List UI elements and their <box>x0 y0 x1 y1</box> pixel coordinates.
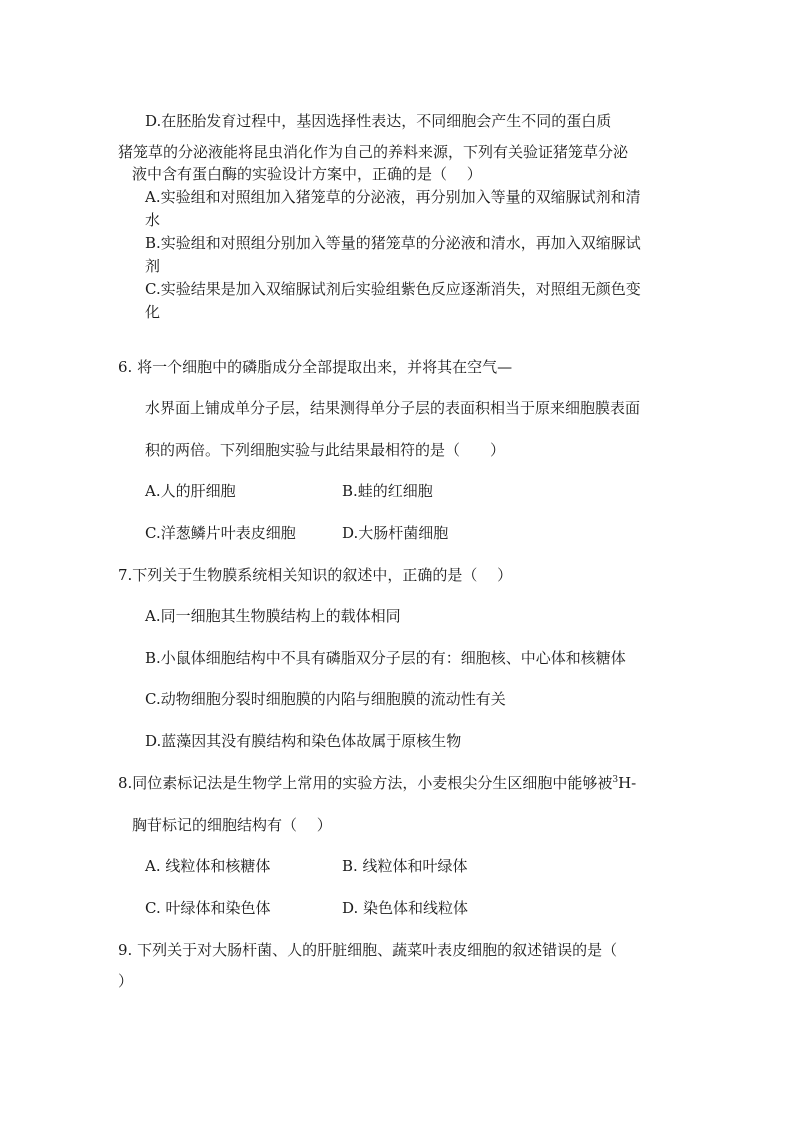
q6-options-row2 <box>145 523 449 543</box>
q5-stem-line1: 猪笼草的分泌液能将昆虫消化作为自己的养料来源，下列有关验证猪笼草分泌 <box>118 143 629 161</box>
q5-option-a-line2: 水 <box>145 211 161 229</box>
q6-stem-line3: 积的两倍。下列细胞实验与此结果最相符的是（ ） <box>145 441 506 459</box>
q6-option-c: C.洋葱鳞片叶表皮细胞 <box>145 524 296 542</box>
q5-stem-line2: 液中含有蛋白酶的实验设计方案中，正确的是（ ） <box>132 165 482 183</box>
q7-option-c: C.动物细胞分裂时细胞膜的内陷与细胞膜的流动性有关 <box>145 690 506 708</box>
q7-stem: 7.下列关于生物膜系统相关知识的叙述中，正确的是（ ） <box>118 566 513 584</box>
q8-option-c: C. 叶绿体和染色体 <box>145 899 271 917</box>
q7-option-d: D.蓝藻因其没有膜结构和染色体故属于原核生物 <box>145 732 462 750</box>
q8-stem-text: 8.同位素标记法是生物学上常用的实验方法，小麦根尖分生区细胞中能够被 <box>118 774 613 792</box>
q8-option-b: B. 线粒体和叶绿体 <box>342 857 468 875</box>
q8-options-row1 <box>145 856 468 876</box>
q6-option-b: B.蛙的红细胞 <box>342 482 433 500</box>
q6-option-a: A.人的肝细胞 <box>145 482 236 500</box>
q5-option-c-line2: 化 <box>145 303 161 321</box>
q5-option-c-line1: C.实验结果是加入双缩脲试剂后实验组紫色反应逐渐消失，对照组无颜色变 <box>145 280 641 298</box>
q6-options-row1 <box>145 481 433 501</box>
q5-option-b-line2: 剂 <box>145 257 161 275</box>
q7-option-a: A.同一细胞其生物膜结构上的载体相同 <box>145 607 401 625</box>
q6-option-d: D.大肠杆菌细胞 <box>342 524 449 542</box>
q5-option-a-line1: A.实验组和对照组加入猪笼草的分泌液，再分别加入等量的双缩脲试剂和清 <box>145 188 641 206</box>
q7-option-b: B.小鼠体细胞结构中不具有磷脂双分子层的有：细胞核、中心体和核糖体 <box>145 649 626 667</box>
q8-stem-line1 <box>118 773 636 793</box>
q6-stem-line1: 6. 将一个细胞中的磷脂成分全部提取出来，并将其在空气— <box>118 358 513 376</box>
q9-stem-line1: 9. 下列关于对大肠杆菌、人的肝脏细胞、蔬菜叶表皮细胞的叙述错误的是（ <box>118 941 618 959</box>
q8-option-a: A. 线粒体和核糖体 <box>145 857 271 875</box>
q5-option-b-line1: B.实验组和对照组分别加入等量的猪笼草的分泌液和清水，再加入双缩脲试 <box>145 234 641 252</box>
q5-option-d: D.在胚胎发育过程中，基因选择性表达，不同细胞会产生不同的蛋白质 <box>145 112 612 130</box>
q8-options-row2 <box>145 898 469 918</box>
q6-stem-line2: 水界面上铺成单分子层，结果测得单分子层的表面积相当于原来细胞膜表面 <box>145 399 641 417</box>
q9-stem-line2: ） <box>118 972 134 990</box>
q8-isotope-symbol: H- <box>618 774 637 792</box>
q8-option-d: D. 染色体和线粒体 <box>342 899 469 917</box>
q8-stem-line2: 胸苷标记的细胞结构有（ ） <box>132 816 332 834</box>
q8-isotope-mass-number: 3 <box>612 775 619 785</box>
